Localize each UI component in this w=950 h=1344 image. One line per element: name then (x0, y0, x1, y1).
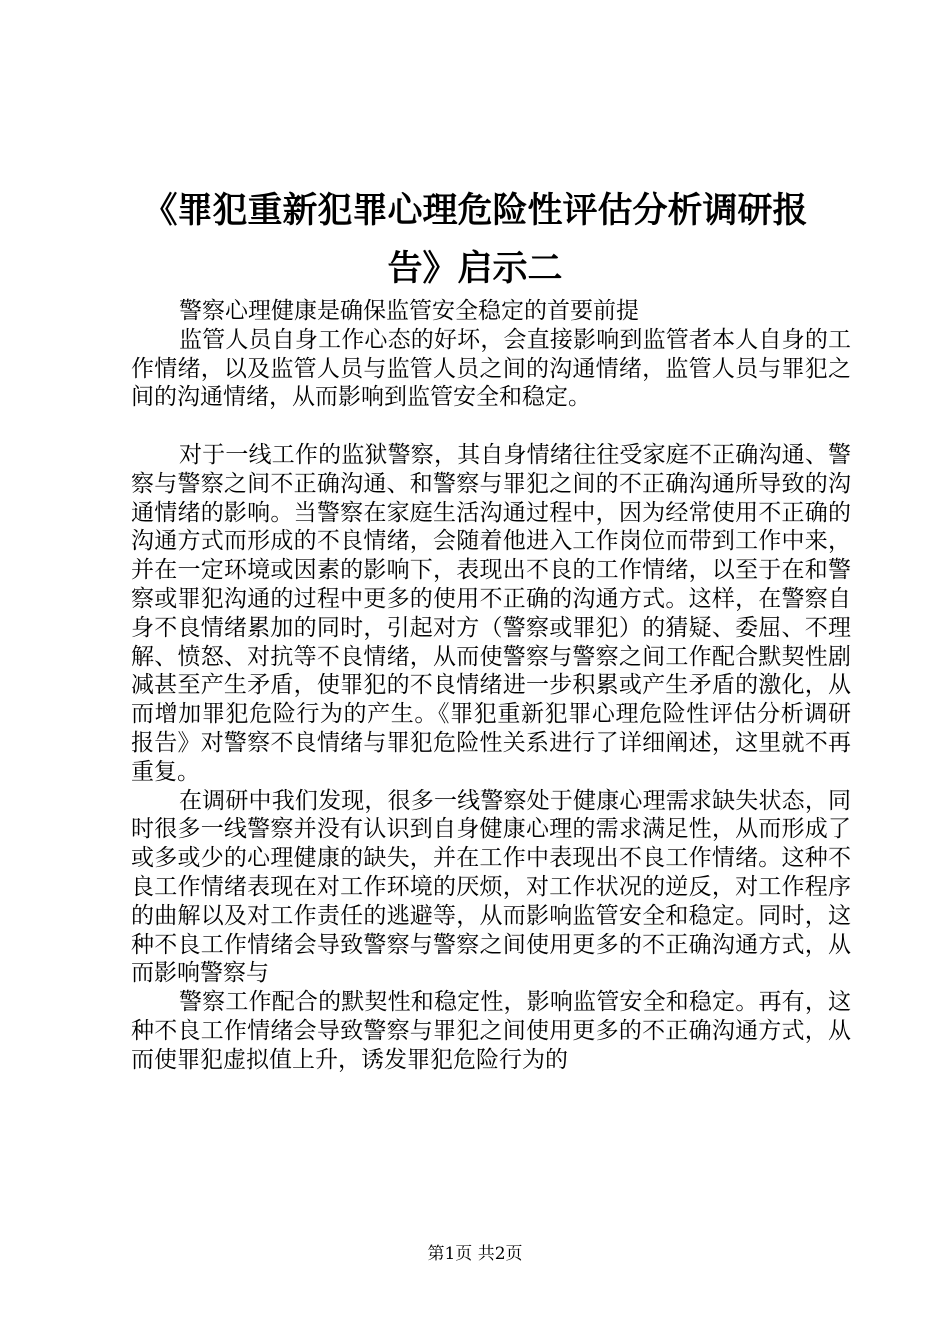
paragraph: 警察工作配合的默契性和稳定性，影响监管安全和稳定。再有，这种不良工作情绪会导致警察与罪犯之间使用更多的不正确沟通方式，从而使罪犯虚拟值上升，诱发罪犯危险行为的 (131, 989, 851, 1073)
document-title (100, 182, 850, 298)
title-line-2: 告》启示二 (387, 249, 563, 289)
paragraph: 监管人员自身工作心态的好坏，会直接影响到监管者本人自身的工作情绪，以及监管人员与监管人员之间的沟通情绪，监管人员与罪犯之间的沟通情绪，从而影响到监管安全和稳定。 (131, 326, 851, 411)
section-heading: 警察心理健康是确保监管安全稳定的首要前提 (179, 298, 639, 324)
document-body (131, 297, 851, 1075)
paragraph-gap (131, 412, 851, 441)
title-line-1: 《罪犯重新犯罪心理危险性评估分析调研报 (142, 191, 808, 231)
paragraph: 在调研中我们发现，很多一线警察处于健康心理需求缺失状态，同时很多一线警察并没有认识到自身健康心理的需求满足性，从而形成了或多或少的心理健康的缺失，并在工作中表现出不良工作情绪。这种不良工作情绪表现在对工作环境的厌烦，对工作状况的逆反，对工作程序的曲解以及对工作责任的逃避等，从而影响监管安全和稳定。同时，这种不良工作情绪会导致警察与警察之间使用更多的不正确沟通方式，从而影响警察与 (131, 787, 851, 987)
page-footer: 第1页 共2页 (427, 1244, 523, 1264)
paragraph: 对于一线工作的监狱警察，其自身情绪往往受家庭不正确沟通、警察与警察之间不正确沟通、和警察与罪犯之间的不正确沟通所导致的沟通情绪的影响。当警察在家庭生活沟通过程中，因为经常使用不正确的沟通方式而形成的不良情绪，会随着他进入工作岗位而带到工作中来，并在一定环境或因素的影响下，表现出不良的工作情绪，以至于在和警察或罪犯沟通的过程中更多的使用不正确的沟通方式。这样，在警察自身不良情绪累加的同时，引起对方（警察或罪犯）的猜疑、委屈、不理解、愤怒、对抗等不良情绪，从而使警察与警察之间工作配合默契性剧减甚至产生矛盾，使罪犯的不良情绪进一步积累或产生矛盾的激化，从而增加罪犯危险行为的产生。《罪犯重新犯罪心理危险性评估分析调研报告》对警察不良情绪与罪犯危险性关系进行了详细阐述，这里就不再重复。 (131, 441, 851, 785)
